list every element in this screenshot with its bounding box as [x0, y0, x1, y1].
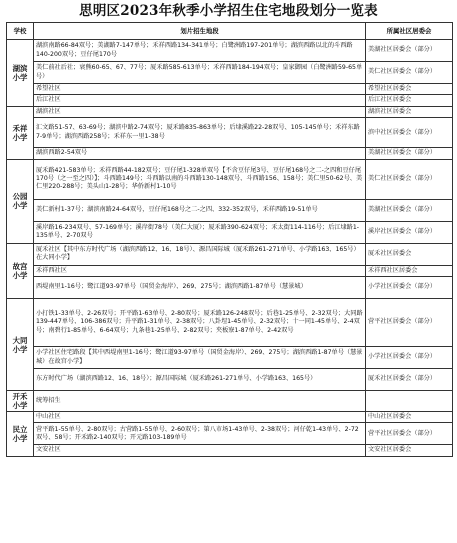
- header-area: 划片招生地段: [34, 23, 366, 40]
- community-committee: 营平社区居委会（部分）: [366, 423, 453, 445]
- table-row: [7, 265, 453, 276]
- table-row: [7, 106, 453, 117]
- header-school: 学校: [7, 23, 34, 40]
- table-row: [7, 412, 453, 423]
- district-area: 湖滨西路2-54双号: [34, 148, 366, 159]
- school-name: 公园小学: [7, 159, 34, 243]
- district-area: 营平路1-55单号、2-80双号；古营路1-55单号、2-60双号；第八市场1-43单号、2-38双号；河仔乾1-43单号、2-72双号、58号；开禾路2-140双号；开元路103-189单号: [34, 423, 366, 445]
- table-row: [7, 199, 453, 221]
- table-row: [7, 347, 453, 369]
- school-district-table: [6, 22, 453, 457]
- table-row: [7, 423, 453, 445]
- community-committee: 美湖社区居委会（部分）: [366, 148, 453, 159]
- district-area: 汇文路51-57、63-69号；湖滨中路2-74双号；厦禾路835-863单号；后埭溪路22-28双号、105-145单号；禾祥东路7-9单号；湖滨西路258号；禾祥东一里1-38号: [34, 118, 366, 148]
- table-row: [7, 277, 453, 299]
- district-area: 溪岸路16-234双号、57-169单号；溪岸街78号（美仁大厦）；厦禾路390-624双号；禾太街114-116号；后江埭路1-135单号、2-70双号: [34, 221, 366, 243]
- community-committee: 厦禾社区居委会: [366, 243, 453, 265]
- community-committee: 湖滨社区居委会: [366, 106, 453, 117]
- community-committee: [366, 391, 453, 412]
- table-row: [7, 243, 453, 265]
- community-committee: 滨中社区居委会（部分）: [366, 118, 453, 148]
- table-row: [7, 118, 453, 148]
- table-body: [7, 40, 453, 457]
- district-area: 统筹招生: [34, 391, 366, 412]
- table-row: [7, 95, 453, 106]
- table-row: [7, 445, 453, 456]
- community-committee: 后江社区居委会: [366, 95, 453, 106]
- community-committee: 美仁社区居委会（部分）: [366, 62, 453, 84]
- table-row: [7, 299, 453, 347]
- table-header-row: [7, 23, 453, 40]
- district-area: 文安社区: [34, 445, 366, 456]
- community-committee: 禾祥西社区居委会: [366, 265, 453, 276]
- district-area: 东方时代广场（湖滨西路12、16、18号）；源昌国际城（厦禾路261-271单号、小学路163、165号）: [34, 369, 366, 391]
- school-name: 大同小学: [7, 299, 34, 391]
- community-committee: 溪岸社区居委会（部分）: [366, 221, 453, 243]
- header-community: 所属社区居委会: [366, 23, 453, 40]
- table-row: [7, 62, 453, 84]
- table-row: [7, 40, 453, 62]
- school-name: 湖滨小学: [7, 40, 34, 107]
- community-committee: 美湖社区居委会（部分）: [366, 40, 453, 62]
- community-committee: 美湖社区居委会（部分）: [366, 199, 453, 221]
- community-committee: 小学社区居委会（部分）: [366, 347, 453, 369]
- district-area: 湖滨社区: [34, 106, 366, 117]
- district-area: 禾祥西社区: [34, 265, 366, 276]
- district-area: 中山社区: [34, 412, 366, 423]
- district-area: 后江社区: [34, 95, 366, 106]
- table-row: [7, 221, 453, 243]
- community-committee: 小学社区居委会（部分）: [366, 277, 453, 299]
- district-area: 小打铁1-33单号、2-26双号；开平路1-63单号、2-80双号；厦禾路126-248双号；后巷1-25单号、2-32双号；大同路139-447单号、106-386双号；升平路1-31单号、2-38双号；八卦埕1-45单号、2-32双号；十一同1-45单号、2-4双号；南碧行1-85单号、6-64双号；九条巷1-25单号、2-82双号；夹板寮1-87单号、2-42双号: [34, 299, 366, 347]
- page-title: 思明区2023年秋季小学招生住宅地段划分一览表: [79, 3, 378, 19]
- school-name: 故宫小学: [7, 243, 34, 298]
- school-name: 民立小学: [7, 412, 34, 457]
- district-area: 厦禾社区【其中东方时代广场（湖滨西路12、16、18号）、源昌国际城（厦禾路261-271单号、小学路163、165号）在大同小学】: [34, 243, 366, 265]
- community-committee: 文安社区居委会: [366, 445, 453, 456]
- district-area: 美仁前社后社；衰熊60-65、67、77号；厦禾路585-613单号；禾祥西路184-194双号；皇家御园（白鹭洲路59-65单号）: [34, 62, 366, 84]
- district-area: 小学社区住宅路段【其中西堤南里1-16号；鹭江道93-97单号（国贸金海岸）、269、275号；湖滨西路1-87单号（慧景城）在故宫小学】: [34, 347, 366, 369]
- table-row: [7, 84, 453, 95]
- district-area: 西堤南里1-16号；鹭江道93-97单号（国贸金海岸）、269、275号；湖滨西路1-87单号（慧景城）: [34, 277, 366, 299]
- community-committee: 营平社区居委会（部分）: [366, 299, 453, 347]
- school-name: 禾祥小学: [7, 106, 34, 159]
- school-name: 开禾小学: [7, 391, 34, 412]
- community-committee: 美仁社区居委会（部分）: [366, 159, 453, 199]
- community-committee: 希望社区居委会: [366, 84, 453, 95]
- table-row: [7, 159, 453, 199]
- table-row: [7, 391, 453, 412]
- district-area: 希望社区: [34, 84, 366, 95]
- district-area: 湖滨南路66-84双号；美湖路7-147单号；禾祥西路134-341单号；白鹭洲路197-201单号；湖滨西路以北的斗西路140-200双号；豆仔尾170号: [34, 40, 366, 62]
- table-row: [7, 148, 453, 159]
- table-row: [7, 369, 453, 391]
- community-committee: 中山社区居委会: [366, 412, 453, 423]
- community-committee: 厦禾社区居委会（部分）: [366, 369, 453, 391]
- district-area: 美仁新村1-37号；湖滨南路24-64双号，豆仔尾168号之二-之四、332-352双号，禾祥西路19-51单号: [34, 199, 366, 221]
- district-area: 厦禾路421-583单号；禾祥西路44-182双号；豆仔尾1-328单双号【不含豆仔尾3号、豆仔尾168号之二-之四和豆仔尾170号（之一至之四）】；斗西路149号；斗西路以南的斗西路130-148双号、斗西路156、158号；美仁里50-62号、美仁里220-288号；美头山1-28号；华侨新村1-10号: [34, 159, 366, 199]
